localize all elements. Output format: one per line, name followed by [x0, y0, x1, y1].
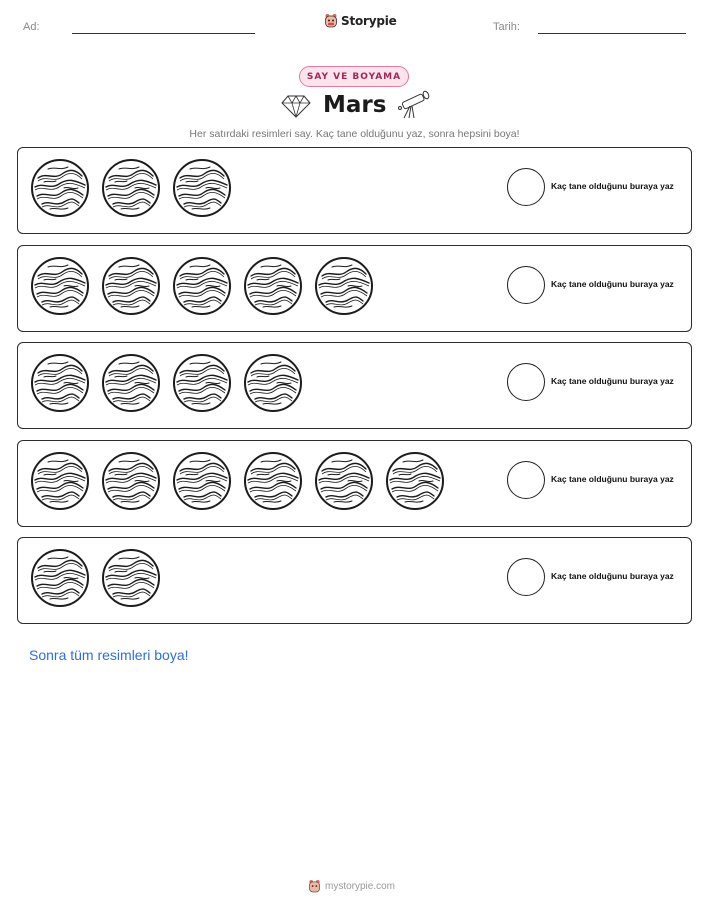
name-label: Ad: [23, 21, 40, 33]
count-row-2 [17, 245, 692, 332]
count-row-3 [17, 342, 692, 429]
name-line [72, 33, 255, 34]
mars-planet-icon [101, 353, 161, 413]
count-row-4 [17, 440, 692, 527]
title-row [0, 88, 709, 124]
brand-logo [324, 13, 397, 28]
mars-planet-icon [101, 158, 161, 218]
date-label: Tarih: [493, 21, 520, 33]
answer-prompt: Kaç tane olduğunu buraya yaz [551, 474, 674, 484]
mars-planet-icon [172, 451, 232, 511]
count-row-1 [17, 147, 692, 234]
mars-planet-icon [243, 451, 303, 511]
answer-circle[interactable] [507, 266, 545, 304]
mars-planet-icon [314, 451, 374, 511]
mars-planet-icon [30, 353, 90, 413]
mars-planet-icon [243, 256, 303, 316]
answer-prompt: Kaç tane olduğunu buraya yaz [551, 571, 674, 581]
diamond-icon [281, 94, 311, 118]
mars-planet-icon [314, 256, 374, 316]
page-title: Mars [323, 92, 387, 118]
mars-planet-icon [30, 158, 90, 218]
mars-planet-icon [101, 256, 161, 316]
mars-planet-icon [101, 548, 161, 608]
mars-planet-icon [30, 256, 90, 316]
brand-name: Storypie [341, 13, 397, 28]
mars-planet-icon [385, 451, 445, 511]
date-line [538, 33, 686, 34]
mars-planet-icon [172, 256, 232, 316]
footer [308, 879, 395, 893]
answer-circle[interactable] [507, 461, 545, 499]
mars-planet-icon [101, 451, 161, 511]
answer-circle[interactable] [507, 558, 545, 596]
mars-planet-icon [243, 353, 303, 413]
worksheet-type-badge: SAY VE BOYAMA [299, 66, 409, 87]
coloring-instruction: Sonra tüm resimleri boya! [29, 647, 189, 663]
instructions-text: Her satırdaki resimleri say. Kaç tane olduğunu yaz, sonra hepsini boya! [189, 128, 520, 140]
answer-circle[interactable] [507, 363, 545, 401]
answer-prompt: Kaç tane olduğunu buraya yaz [551, 181, 674, 191]
count-row-5 [17, 537, 692, 624]
mars-planet-icon [172, 158, 232, 218]
answer-prompt: Kaç tane olduğunu buraya yaz [551, 376, 674, 386]
footer-url[interactable]: mystorypie.com [325, 880, 396, 892]
mars-planet-icon [30, 451, 90, 511]
telescope-icon [396, 90, 432, 120]
mars-planet-icon [172, 353, 232, 413]
mars-planet-icon [30, 548, 90, 608]
storypie-logo-icon [324, 13, 338, 28]
answer-prompt: Kaç tane olduğunu buraya yaz [551, 279, 674, 289]
answer-circle[interactable] [507, 168, 545, 206]
storypie-footer-icon [308, 879, 321, 893]
